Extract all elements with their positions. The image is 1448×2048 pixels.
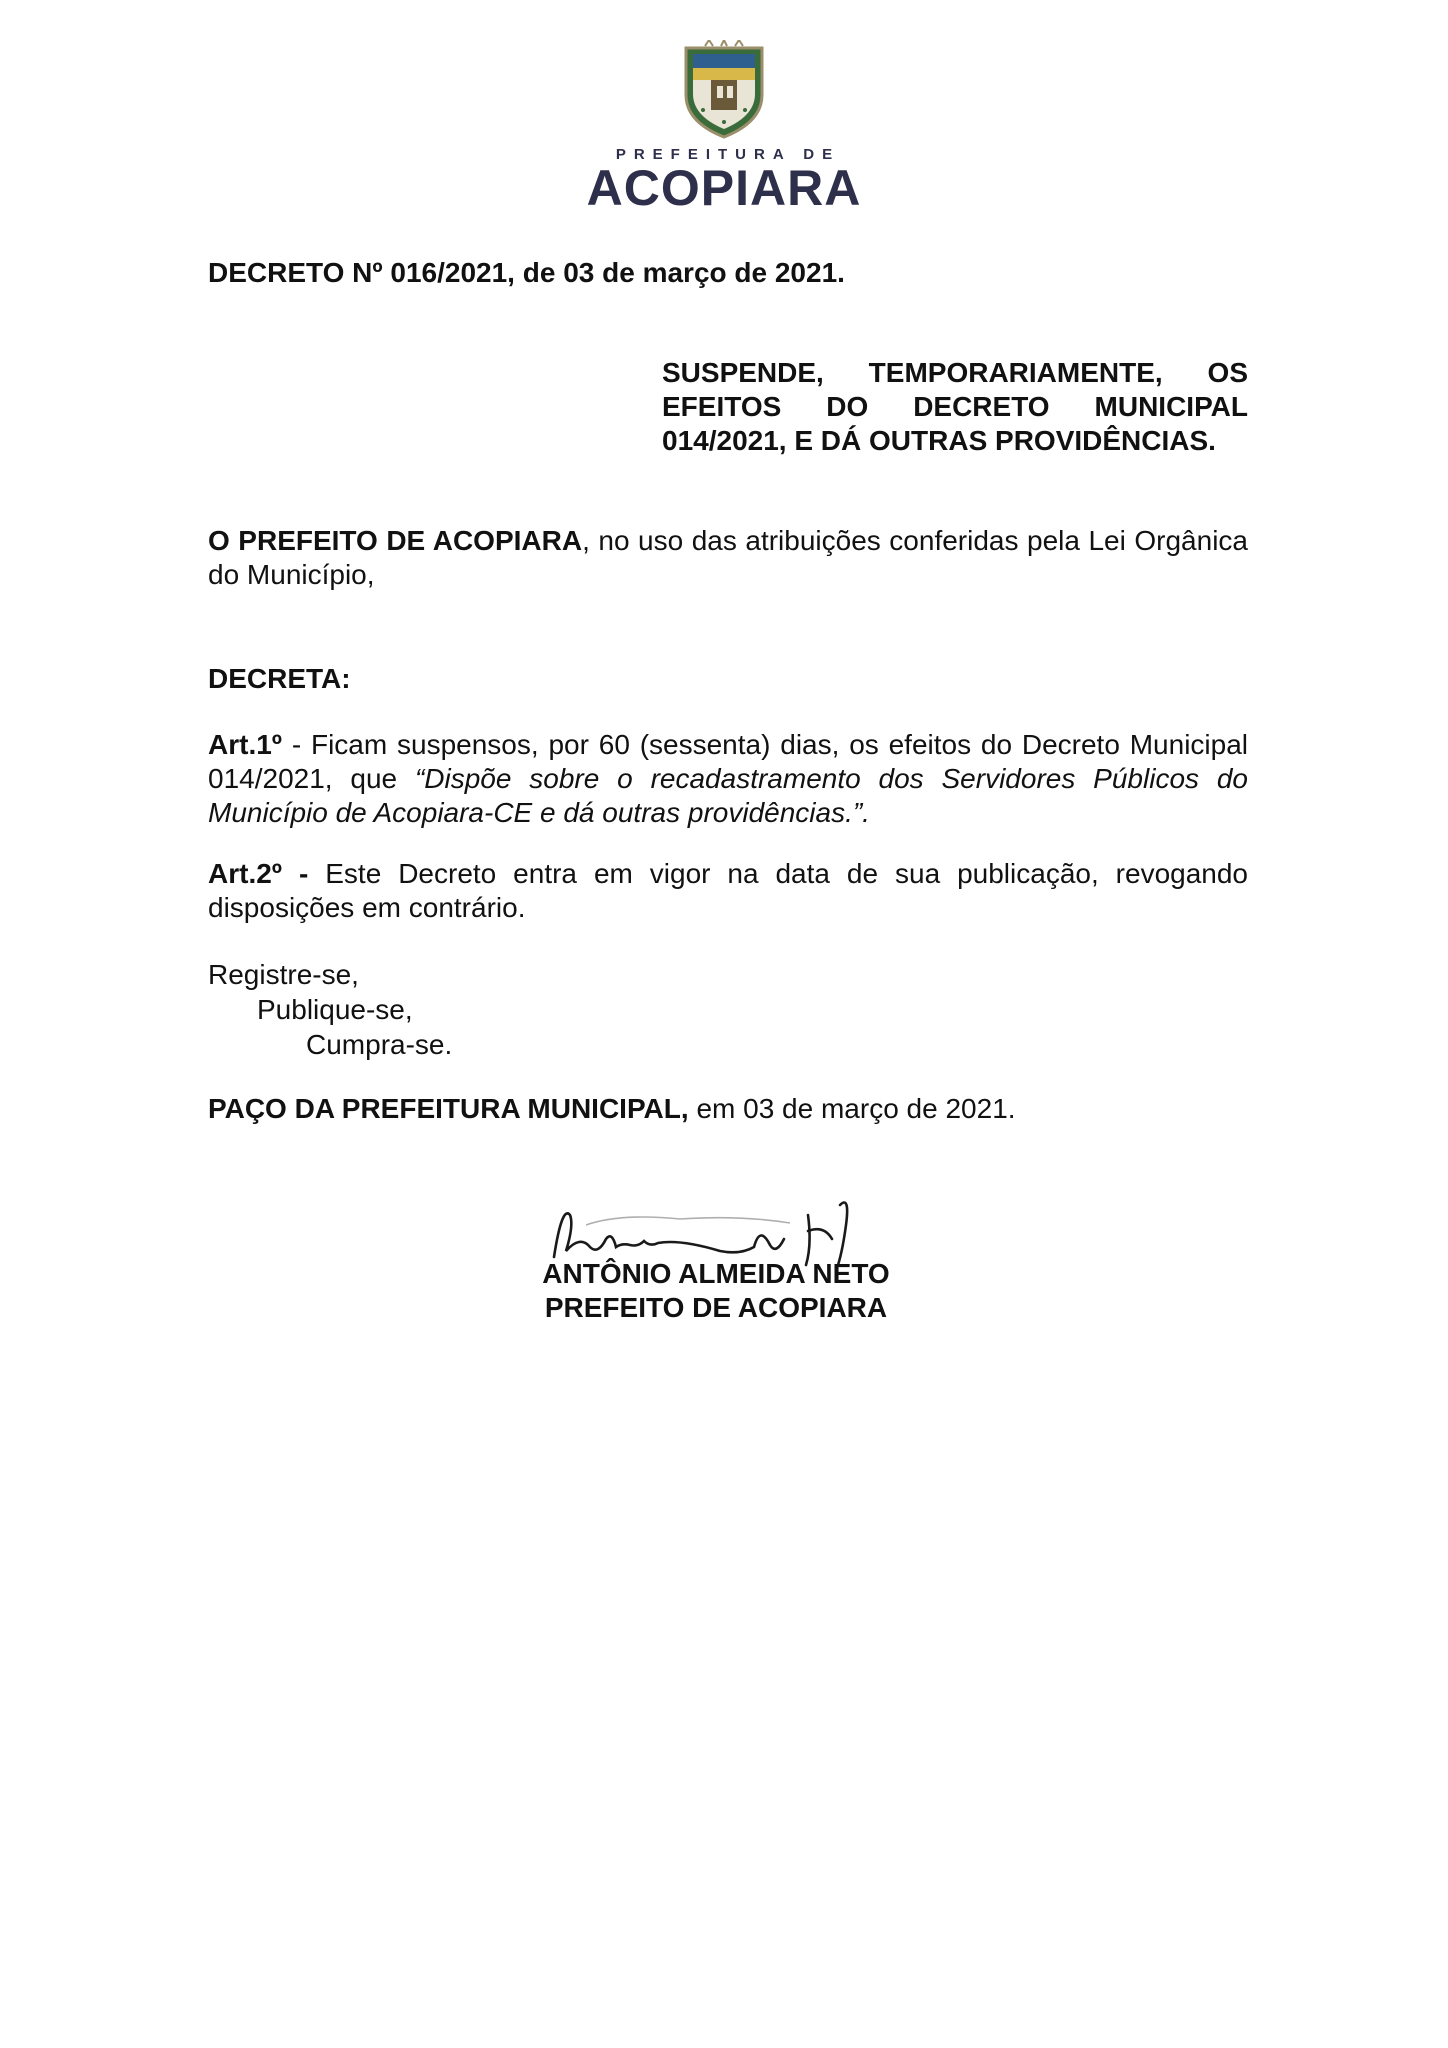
preamble-text: , no uso das atribuições conferidas pela Lei Orgânica do Município, [208, 525, 1248, 590]
closing-line-3: Cumpra-se. [306, 1029, 453, 1060]
decree-title: DECRETO Nº 016/2021, de 03 de março de 2021. [208, 257, 845, 288]
header-logo [0, 40, 1448, 216]
decree-summary: SUSPENDE, TEMPORARIAMENTE, OS EFEITOS DO DECRETO MUNICIPAL 014/2021, E DÁ OUTRAS PROVIDÊNCIAS. [662, 357, 1248, 456]
place-and-date [208, 1092, 1248, 1126]
signer-name: ANTÔNIO ALMEIDA NETO [542, 1258, 890, 1289]
article-1-text: - Ficam suspensos, por 60 (sessenta) dias, os efeitos do Decreto Municipal 014/2021, que [208, 729, 1248, 794]
decreta-heading: DECRETA: [208, 663, 351, 694]
article-1 [208, 728, 1248, 830]
closing-formula [208, 957, 1248, 1062]
closing-line-2: Publique-se, [257, 994, 413, 1025]
closing-line-1: Registre-se, [208, 959, 359, 990]
date-text: em 03 de março de 2021. [688, 1093, 1016, 1124]
logo-prefix-text: PREFEITURA DE [615, 146, 841, 163]
article-2 [208, 857, 1248, 925]
preamble-authority: O PREFEITO DE ACOPIARA [208, 525, 583, 556]
article-1-quote: “Dispõe sobre o recadastramento dos Servidores Públicos do Município de Acopiara-CE e dá outras providências.”. [208, 763, 1248, 828]
signer-block [520, 1257, 912, 1325]
place-name: PAÇO DA PREFEITURA MUNICIPAL, [208, 1093, 689, 1124]
article-2-text: Este Decreto entra em vigor na data de sua publicação, revogando disposições em contrário. [208, 858, 1249, 923]
preamble-paragraph [208, 524, 1248, 592]
article-1-label: Art.1º [208, 729, 283, 760]
article-2-label: Art.2º - [208, 858, 309, 889]
signer-role: PREFEITO DE ACOPIARA [544, 1292, 888, 1323]
logo-city-name: ACOPIARA [586, 160, 862, 216]
coat-of-arms-icon [681, 40, 767, 140]
